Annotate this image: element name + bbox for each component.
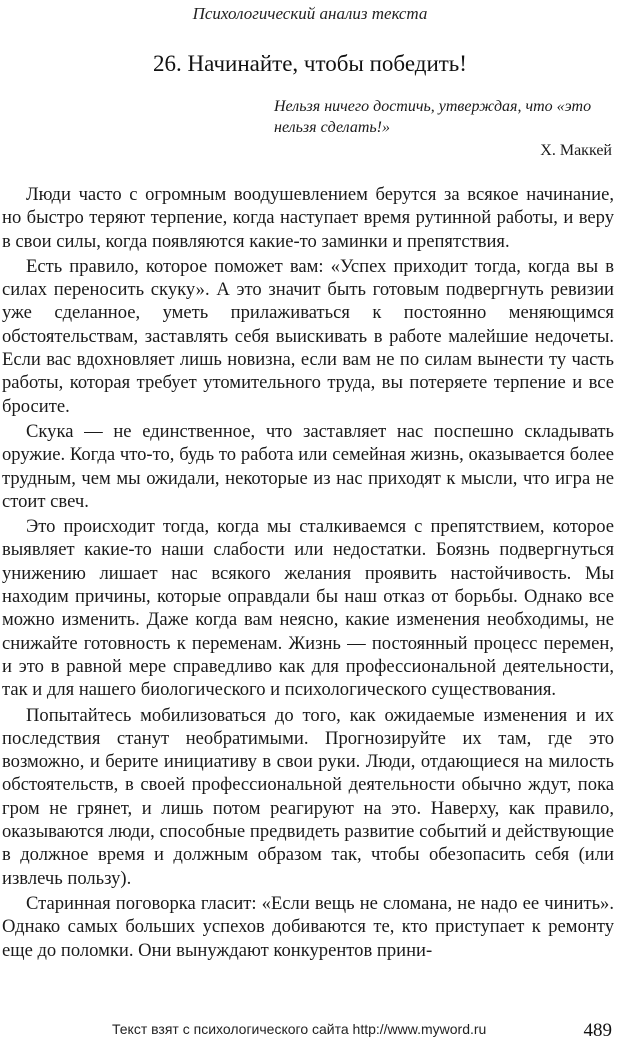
epigraph-author: Х. Маккей xyxy=(540,142,612,159)
paragraph: Есть правило, которое поможет вам: «Успех приходит тогда, когда вы в силах переносить скуку». А это значит быть готовым подвергнуть ревизии уже сделанное, уметь прилаживаться к постоянно меняющимся обстоятельствам, заставлять себя выискивать в работе малейшие недочеты. Если вас вдохновляет лишь новизна, если вам не по силам вынести ту часть работы, которая требует утомительного труда, вы потеряете терпение и все бросите. xyxy=(2,255,614,417)
running-header: Психологический анализ текста xyxy=(192,4,428,23)
paragraph: Люди часто с огромным воодушевлением берутся за всякое начинание, но быстро теряют терпение, когда наступает время рутинной работы, и веру в свои силы, когда появляются какие-то заминки и препятствия. xyxy=(2,184,614,252)
page-number: 489 xyxy=(583,1020,612,1041)
paragraph: Попытайтесь мобилизоваться до того, как ожидаемые изменения и их последствия станут необратимыми. Прогнозируйте их там, где это возможно, и берите инициативу в свои руки. Люди, отдающиеся на милость обстоятельств, в своей профессиональной деятельности обычно ждут, пока гром не грянет, и лишь потом реагируют на это. Наверху, как правило, оказываются люди, способные предвидеть развитие событий и действующие в должное время и должным образом так, чтобы обезопасить себя (или извлечь пользу). xyxy=(2,704,614,889)
body-text xyxy=(2,183,614,964)
paragraph: Скука — не единственное, что заставляет нас поспешно складывать оружие. Когда что-то, будь то работа или семейная жизнь, оказывается более трудным, чем мы ожидали, некоторые из нас приходят к мысли, что игра не стоит свеч. xyxy=(2,420,614,512)
paragraph: Старинная поговорка гласит: «Если вещь не сломана, не надо ее чинить». Однако самых больших успехов добиваются те, кто приступает к ремонту еще до поломки. Они вынуждают конкурентов прини- xyxy=(2,892,614,961)
epigraph-quote: Нельзя ничего достичь, утверждая, что «это нельзя сделать!» xyxy=(274,98,592,136)
paragraph: Это происходит тогда, когда мы сталкиваемся с препятствием, которое выявляет какие-то наши слабости или недостатки. Боязнь подвергнуться унижению лишает нас всякого желания проявить настойчивость. Мы находим причины, которые оправдали бы наш отказ от борьбы. Однако все можно изменить. Даже когда вам неясно, какие изменения необходимы, не снижайте готовность к переменам. Жизнь — постоянный процесс перемен, и это в равной мере справедливо как для профессиональной деятельности, так и для нашего биологического и психологического существования. xyxy=(2,516,614,701)
chapter-title: 26. Начинайте, чтобы победить! xyxy=(153,51,467,76)
footer-source-note: Текст взят с психологического сайта http://www.myword.ru xyxy=(112,1021,487,1037)
